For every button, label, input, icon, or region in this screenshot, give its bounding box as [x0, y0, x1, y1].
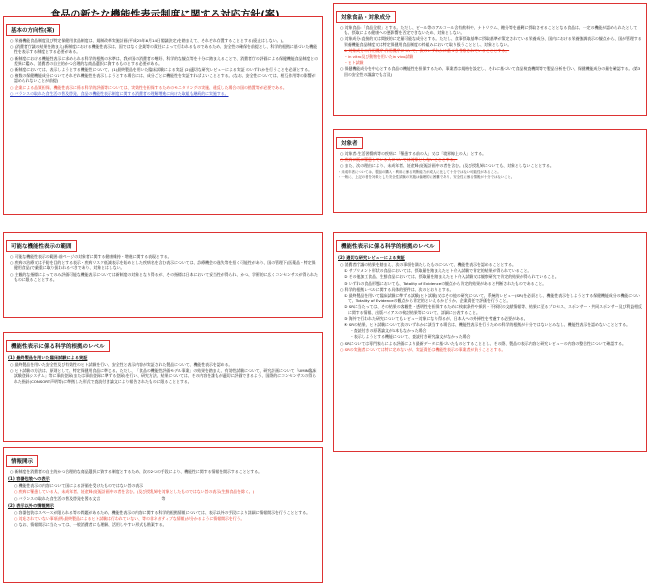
target-person-box: [333, 129, 647, 213]
info-sub1-item: ○ 機能性表示の内容について国による評価を受けたものではない旨の表示: [14, 483, 144, 489]
target-food-item: ○ 対象食品:「食品全般」とする。ただし、ビール等のアルコール含有飲料や、ナトリウム、糖分等を過剰に摂取させることとなる食品は、一定の機能が認められたとしても、摂取による健康への悪影響を否定できないため、対象としない。: [340, 25, 638, 36]
info-sub2-item: ○ 対応されていない事項(例:最終製品によるヒト試験は行われていない、等の非ネガティブな情報)が分かるように情報開示を行う。: [14, 516, 245, 522]
info-sub2-item: ○ 容器包装はスペースが限られる等の問題があるため、機能性表示の内容に関する科学的根拠情報については、表示以外の手段により詳細に情報開示を行うこととする。: [14, 509, 310, 515]
target-food-item: ○ 対象成分:直接的又は間接的に定量可能な成分とする。ただし、食事摂取基準に摂取基準が策定されている栄養成分、国内における栄養強調表示の観点から、国が管理する栄養機能食品制度又は特定保健用食品制度の枠組みにおいて取り扱うこととし、対象としない。: [340, 36, 642, 47]
target-person-heading: 対象者: [336, 137, 363, 149]
review-item: ○ 科学的根拠レベルに関する具体的要件は、次のとおりとする。: [340, 286, 454, 292]
review-heading: 機能性表示に係る科学的根拠のレベル: [336, 240, 440, 252]
target-food-heading: 対象食品・対象成分: [336, 11, 396, 23]
info-sub1-item: [8, 496, 319, 501]
target-person-item: ○ 疾病に既に罹患している人については対象としないこととする。: [340, 157, 458, 163]
scope-box: [3, 232, 323, 318]
evidence-subheading: (1) 最終製品を用いた臨床試験による実証: [8, 355, 88, 360]
review-item: ④ SRの結果、ヒト試験について次のいずれかに該当する場合は、機能性表示を行うための科学的根拠が十分ではないとみなし、機能性表示を認めないこととする。: [344, 322, 631, 328]
basic-item: ○ 栄養機能食品制度及び特定保健用食品制度は、規制改革実施計画(平成25年6月14日閣議決定)を踏まえて、それぞれ存置することとする(廃止はしない。)。: [10, 38, 286, 43]
review-item: ① サプリメント形状の食品においては、摂取量を踏まえたヒト介入試験で肯定的結果が得られていること。: [344, 268, 532, 274]
evidence-item: ○ 最終製品を用いた安全性及び有効性のヒト試験を行い、安全性と表示内容が実証された製品について、機能性表示を認める。: [10, 362, 233, 367]
info-intro: ○ 新制度を消費者の自主的かつ合理的な商品選択に資する制度とするため、次の2つの手段により、機能性に関する情報を開示することとする。: [10, 469, 263, 474]
target-person-note: ・未成年者については、製品の購入・利用に係る判断能力が成人に比して十分ではない可能性があること。: [338, 169, 501, 174]
review-item: ○ 消費者庁議の結果を踏まえ、次の事項を満たしたものについて、機能性表示を認めることとする。: [340, 262, 516, 267]
target-food-item: ○ 保健機能成分を中心とする食品の機能性を担保するため、事業者は規格を設定し、それに基づいて食品検査機関等で製品分析を行い、保健機能成分の量を確認する。(第3回の安全性の議論でも言及): [340, 66, 641, 77]
target-food-item: ※ 対象成分の作用機序:作用機序について、次のいずれかに基づき考察されていることとする。: [344, 47, 510, 53]
target-person-item: ○ 対象者:生活習慣病等の疾病に「罹患する前の人」又は「境界線上の人」とする。: [340, 151, 487, 156]
basic-item: ○ 企業による品質担保、機能性表示に係る科学的評価等については、実効性を担保するためのモニタリングの実施、違反した場合の国の措置等が必要である。: [10, 84, 287, 90]
evidence-box: [3, 332, 323, 442]
info-box: [3, 447, 323, 583]
basic-item: ○ 新制度においては、表示しようとする機能性について、(1)最終製品を用いた臨床試験による実証 (2)適切な研究レビューによる実証 のいずれかを行うことを必須とする。: [10, 67, 312, 73]
basic-direction-box: [3, 16, 323, 215]
basic-item: ○ 新制度における機能性表示に求められる科学的根拠の水準は、我が国の消費者の嗜好、科学的な観点等を十分に踏まえることで、消費者庁の評価による保健機能食品制度との差異に鑑み、消費者の自主的かつ合理的な商品選択に資するものとする必要がある。: [10, 55, 319, 66]
basic-item: ○ バランスの取れた食生活の普及啓発、食品の機能性表示制度に関する消費者の理解増進に向けた取組も継続的に実施する。: [10, 90, 229, 96]
basic-item: ○ (消費者庁議の結果を踏まえ)新制度における機能性表示は、国ではなく企業等の責任によって行われるものであるため、安全性の確保を前提とし、科学的根拠に基づいた機能性を表示する制度とする必要がある。: [10, 44, 318, 55]
scope-item: ○ 主観的な指標によってのみ評価可能な機能表示については新制度の対象となり得るが、その指標は日本において妥当性が得られ、かつ、学術的に広くコンセンサスが得られたものに限ることとする。: [10, 271, 318, 282]
info-etc: 等: [161, 495, 166, 501]
review-item: ② SRに当たっては、その結果の客観性・透明性を担保するために検索条件や採択・不採択の文献情報等、結果に至るプロセス、スポンサー・共同スポンサー及び利益相反に関する情報、出版バイアスの検討結果等について、詳細に公表すること。: [344, 304, 642, 315]
review-subheading: (2) 適切な研究レビューによる実証: [338, 255, 405, 260]
review-item: ○ SRの実施者については特に定めないが、実証責任は機能性表示の事業者が負うこととする。: [340, 346, 506, 352]
scope-item: ○ 疾病の治療又は予防を目的とする表示・疾病リスク低減表示を始めとした疾病名を含む表示については、診療機会の逸失等を招く可能性があり、国の管理下(医薬品・特定保健用食品)で厳重に取り扱われるべきであり、対象とはしない。: [10, 260, 316, 271]
info-sub2-item: ○ なお、情報開示に当たっては、一般消費者にも理解、活用しやすい形式も勘案する。: [14, 522, 167, 528]
review-box: [333, 232, 647, 452]
evidence-item: ○ ヒト試験の方法は、原則として、特定保健用食品に準じる。ただし、「食品の機能性評価モデル事業」の結果を踏まえ、有効性試験について、研究計画について「UMIN臨床試験登録システム」等に事前登録(または事前登録に準ずる登録)を行い、研究方法、結果については、その内容を誰もが適切に評価できるよう、国際的にコンセンサスの得られた指針(CONSORT声明等)に準拠した形式で査読付き論文により報告されたものに限ることとする。: [10, 368, 317, 384]
target-food-item: ・in vitro及び動物を用いたin vivo試験: [344, 54, 414, 60]
review-item: ③ いずれの食品形態においても、Totality of Evidenceの観点から肯定的結果があると判断されたものであること。: [344, 280, 547, 286]
review-item: ・表示しようとする機能について、査読付き研究論文がなかった場合: [350, 334, 471, 340]
review-item: ③ 海外で行われた研究についてもレビュー対象になり得るが、日本人への外挿性を考慮する必要がある。: [344, 315, 528, 321]
review-item: ① 最終製品を用いて臨床試験に準ずる試験(ヒト試験)又はその他の研究について、系統的レビュー(SR)を必須とし、機能性表示をしようとする保健機能成分の機能について、Totality of Evidenceの観点から肯定的といえるかどうか、企業責任で評価を行うこと。: [344, 293, 640, 304]
scope-heading: 可能な機能性表示の範囲: [6, 240, 77, 252]
review-item: ② その他加工食品、生鮮食品においては、摂取量を踏まえたヒト介入試験又は観察研究で肯定的結果が得られていること。: [344, 274, 559, 280]
info-sub1-item-text: ○ バランスの取れた食生活の普及啓発を図る文言: [14, 495, 101, 501]
target-person-item: ○ また、次の理由により、未成年者、妊産婦(妊娠計画中の者を含む。)及び授乳婦についても、対象としないこととする。: [340, 163, 554, 169]
target-person-note: ・一般に、上記の者を対象とした安全性試験の実施は倫理的に困難であり、安全性に係る情報が十分ではないこと。: [338, 175, 515, 180]
target-food-box: [333, 3, 647, 116]
review-item: ○ SRについては専門家らによる評価により最新データに基づいたものとすることとし、その際、製品の表示内容と研究レビューの内容の整合性について確認する。: [340, 340, 626, 346]
evidence-heading: 機能性表示に係る科学的根拠のレベル: [6, 340, 110, 352]
info-sub2-heading: (2) 表示以外の情報開示: [8, 502, 54, 508]
scope-item: ○ 可能な機能性表示の範囲:前ページの対象者に関する健康維持・増進に関する表現とする。: [10, 254, 172, 259]
basic-item: ○ 複数の保健機能成分についてそれぞれ機能性を表示しようとする場合には、成分ごとに機能性を実証すればよいこととする。(なお、安全性については、相互作用等の影響が認められないことが前提): [10, 73, 316, 84]
basic-direction-heading: 基本の方向性(案): [6, 24, 60, 36]
info-sub1-heading: (1) 容器包装への表示: [8, 476, 50, 482]
target-food-item: ・ヒト試験: [344, 60, 364, 66]
info-sub1-item: ○ 疾病に罹患している人、未成年者、妊産婦(妊娠計画中の者を含む。)及び授乳婦を対象としたものではない旨の表示(生鮮食品を除く。): [14, 489, 255, 495]
info-heading: 情報開示: [6, 455, 38, 467]
review-item: ・査読付きの原著論文が1本もなかった場合: [350, 328, 427, 334]
